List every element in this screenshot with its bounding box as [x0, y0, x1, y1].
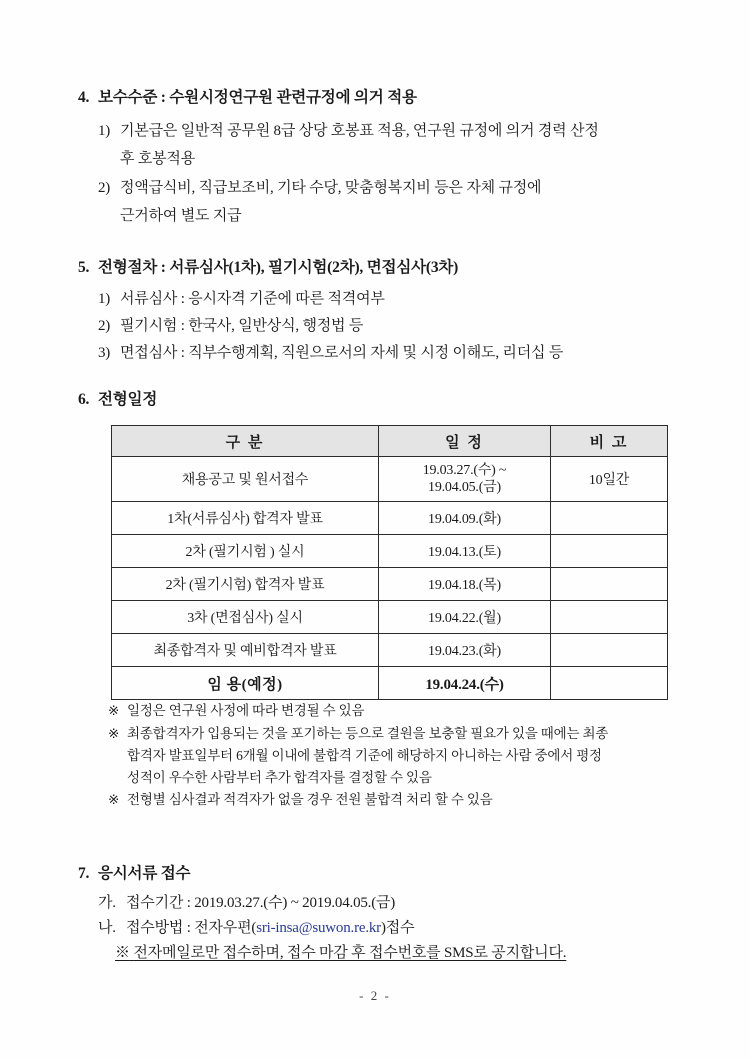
- section-6-heading: [78, 390, 698, 410]
- row-5-remark: [551, 634, 668, 667]
- schedule-note-1: [108, 700, 688, 722]
- row-0-date-line-1: 19.03.27.(수) ~: [422, 462, 507, 478]
- section-7-heading: [78, 864, 698, 884]
- section-7-item-2-prefix: 접수방법 : 전자우편(: [126, 920, 257, 936]
- section-7-item-1: [98, 892, 395, 915]
- column-header-date: 일 정: [379, 426, 551, 457]
- section-7-note: [115, 942, 566, 965]
- section-4-item-2-line-1: 정액급식비, 직급보조비, 기타 수당, 맞춤형복지비 등은 자체 규정에: [120, 180, 542, 196]
- schedule-note-2-line-3: 성적이 우수한 사람부터 추가 합격자를 결정할 수 있음: [127, 769, 432, 785]
- table-row: [112, 568, 668, 601]
- section-6-title: 전형일정: [98, 391, 158, 408]
- table-row: [112, 535, 668, 568]
- row-2-date: 19.04.13.(토): [379, 535, 551, 568]
- table-row: [112, 502, 668, 535]
- row-6-remark: [551, 667, 668, 700]
- section-5-item-1-marker: 1): [98, 291, 111, 307]
- schedule-note-2: [108, 723, 688, 789]
- section-4-item-2-continuation: 근거하여 별도 지급: [120, 208, 242, 224]
- section-7-note-text-group: [115, 945, 566, 961]
- schedule-note-3-line-1: 전형별 심사결과 적격자가 없을 경우 전원 불합격 처리 할 수 있음: [127, 792, 493, 808]
- table-row: [112, 601, 668, 634]
- section-4-subtitle: : 수원시정연구원 관련규정에 의거 적용: [157, 89, 417, 106]
- row-6-date: 19.04.24.(수): [379, 667, 551, 700]
- column-header-category: 구 분: [112, 426, 379, 457]
- section-5-item-3-text: 면접심사 : 직부수행계획, 직원으로서의 자세 및 시정 이해도, 리더십 등: [120, 345, 564, 361]
- section-4-item-2: [98, 177, 541, 200]
- row-1-category: 1차(서류심사) 합격자 발표: [112, 502, 379, 535]
- row-2-remark: [551, 535, 668, 568]
- section-4-item-1-continuation: 후 호봉적용: [120, 151, 196, 167]
- reference-mark-icon: ※: [115, 945, 130, 961]
- section-5-heading: [78, 258, 698, 278]
- section-5-item-3-marker: 3): [98, 345, 111, 361]
- schedule-note-2-line-1: 최종합격자가 입용되는 것을 포기하는 등으로 결원을 보충할 필요가 있을 때에는 최종: [127, 725, 609, 741]
- section-4-item-1-line-1: 기본급은 일반적 공무원 8급 상당 호봉표 적용, 연구원 규정에 의거 경력 산정: [120, 123, 599, 139]
- schedule-note-3: [108, 789, 688, 811]
- section-4-item-1: [98, 120, 599, 143]
- section-7-item-2-marker: 나.: [98, 920, 116, 936]
- row-0-date-line-2: 19.04.05.(금): [428, 480, 501, 495]
- section-7-item-2-suffix: )접수: [380, 920, 415, 936]
- reference-mark-icon: ※: [108, 792, 120, 808]
- row-3-category: 2차 (필기시험) 합격자 발표: [112, 568, 379, 601]
- row-5-date: 19.04.23.(화): [379, 634, 551, 667]
- section-7-note-text: 전자메일로만 접수하며, 접수 마감 후 접수번호를 SMS로 공지합니다.: [133, 945, 567, 961]
- column-header-remark: 비 고: [551, 426, 668, 457]
- section-5-item-2: [98, 315, 363, 338]
- row-0-remark: 10일간: [551, 457, 668, 502]
- section-7-title: 응시서류 접수: [98, 865, 191, 882]
- section-5-item-2-text: 필기시험 : 한국사, 일반상식, 행정법 등: [120, 318, 364, 334]
- section-5-item-1-text: 서류심사 : 응시자격 기준에 따른 적격여부: [120, 291, 385, 307]
- schedule-note-2-line-2: 합격자 발표일부터 6개월 이내에 불합격 기준에 해당하지 아니하는 사람 중에서 평정: [127, 747, 602, 763]
- section-5-subtitle: : 서류심사(1차), 필기시험(2차), 면접심사(3차): [157, 259, 459, 276]
- schedule-note-1-line-1: 일정은 연구원 사정에 따라 변경될 수 있음: [127, 703, 365, 718]
- row-3-date: 19.04.18.(목): [379, 568, 551, 601]
- section-6-number: 6.: [78, 391, 90, 408]
- row-1-date: 19.04.09.(화): [379, 502, 551, 535]
- section-7-item-2: [98, 917, 414, 940]
- schedule-table-wrapper: [111, 425, 667, 700]
- section-4-item-2-marker: 2): [98, 180, 111, 196]
- row-4-category: 3차 (면접심사) 실시: [112, 601, 379, 634]
- section-4-item-1-marker: 1): [98, 123, 111, 139]
- table-row: [112, 667, 668, 700]
- row-3-remark: [551, 568, 668, 601]
- schedule-table: [111, 425, 668, 700]
- table-header-row: [112, 426, 668, 457]
- section-5-item-3: [98, 342, 563, 365]
- section-4-heading: [78, 88, 698, 108]
- section-5-title: 전형절차: [98, 259, 158, 276]
- row-1-remark: [551, 502, 668, 535]
- table-row: [112, 457, 668, 502]
- schedule-notes: [108, 700, 688, 812]
- section-5-number: 5.: [78, 259, 90, 276]
- section-4-number: 4.: [78, 89, 90, 106]
- page-number-footer: - 2 -: [359, 988, 391, 1003]
- section-7-item-1-marker: 가.: [98, 895, 116, 911]
- section-4-title: 보수수준: [98, 89, 158, 106]
- section-7-number: 7.: [78, 865, 90, 882]
- row-2-category: 2차 (필기시험 ) 실시: [112, 535, 379, 568]
- row-4-remark: [551, 601, 668, 634]
- row-5-category: 최종합격자 및 예비합격자 발표: [112, 634, 379, 667]
- section-7-item-1-text: 접수기간 : 2019.03.27.(수) ~ 2019.04.05.(금): [126, 895, 396, 911]
- row-0-date: [379, 457, 551, 502]
- section-5-item-1: [98, 288, 385, 311]
- row-0-category: 채용공고 및 원서접수: [112, 457, 379, 502]
- schedule-table-body: [112, 457, 668, 700]
- row-4-date: 19.04.22.(월): [379, 601, 551, 634]
- section-5-item-2-marker: 2): [98, 318, 111, 334]
- reference-mark-icon: ※: [108, 703, 120, 718]
- reference-mark-icon: ※: [108, 725, 120, 741]
- row-6-category: 임 용(예정): [112, 667, 379, 700]
- table-row: [112, 634, 668, 667]
- email-link[interactable]: sri-insa@suwon.re.kr: [256, 920, 381, 936]
